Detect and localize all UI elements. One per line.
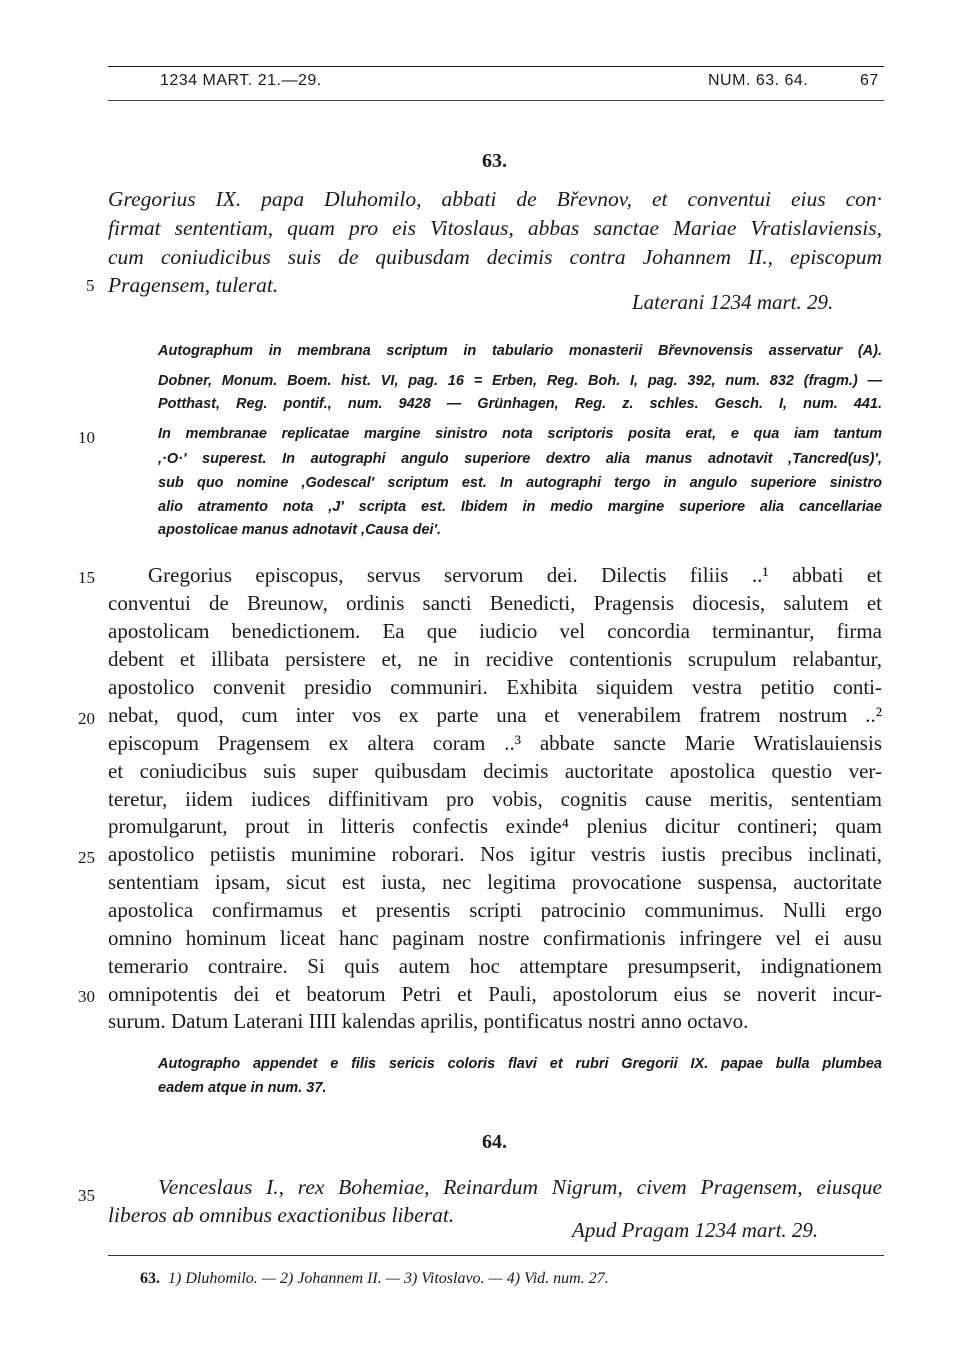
header-rule-top xyxy=(108,66,884,67)
line-number: 30 xyxy=(78,987,95,1006)
text-line: episcopum Pragensem ex altera coram ..³ abbate sancte Marie Wratislauiensis xyxy=(108,731,882,755)
text-line: apostolico convenit presidio communiri. Exhibita siquidem vestra petitio conti- xyxy=(108,675,882,699)
regest-line: firmat sententiam, quam pro eis Vitoslaus, abbas sanctae Mariae Vratislaviensis, xyxy=(108,216,882,240)
apparatus-line: alio atramento nota ,J' scripta est. Ibidem in medio margine superiore alia cancellariae xyxy=(158,499,882,515)
line-number: 25 xyxy=(78,848,95,867)
regest-line: Venceslaus I., rex Bohemiae, Reinardum Nigrum, civem Pragensem, eiusque xyxy=(158,1175,882,1199)
running-head-left: 1234 MART. 21.—29. xyxy=(160,72,322,89)
regest-line: Pragensem, tulerat. xyxy=(108,273,279,297)
regest-line: cum coniudicibus suis de quibusdam decimis contra Johannem II., episcopum xyxy=(108,245,882,269)
footnote-label: 63. xyxy=(140,1270,160,1287)
running-head-center: NUM. 63. 64. xyxy=(708,72,809,89)
text-line: conventui de Breunow, ordinis sancti Benedicti, Pragensis diocesis, salutem et xyxy=(108,591,882,615)
text-line: Gregorius episcopus, servus servorum dei. Dilectis filiis ..¹ abbati et xyxy=(148,563,882,587)
footnote-text: 1) Dluhomilo. — 2) Johannem II. — 3) Vitoslavo. — 4) Vid. num. 27. xyxy=(168,1270,609,1287)
footnote-rule xyxy=(108,1255,884,1256)
text-line: nebat, quod, cum inter vos ex parte una et venerabilem fratrem nostrum ..² xyxy=(108,703,882,727)
line-number: 10 xyxy=(78,428,95,447)
apparatus-line: ,·O·' superest. In autographi angulo superiore dextro alia manus adnotavit ,Tancred(us)', xyxy=(158,451,882,467)
apparatus-line: In membranae replicatae margine sinistro nota scriptoris posita erat, e qua iam tantum xyxy=(158,426,882,442)
document-date-64: Apud Pragam 1234 mart. 29. xyxy=(572,1218,819,1242)
line-number: 35 xyxy=(78,1186,95,1205)
text-line: et coniudicibus suis super quibusdam decimis auctoritate apostolica questio ver- xyxy=(108,759,882,783)
document-number-64: 64. xyxy=(482,1131,507,1153)
text-line: apostolico petiistis munimine roborari. Nos igitur vestris iustis precibus inclinati, xyxy=(108,842,882,866)
text-line: apostolicam benedictionem. Ea que iudicio vel concordia terminantur, firma xyxy=(108,619,882,643)
text-line: debent et illibata persistere et, ne in recidive contentionis scrupulum relabantur, xyxy=(108,647,882,671)
text-line: temerario contraire. Si quis autem hoc attemptare presumpserit, indignationem xyxy=(108,954,882,978)
text-line: promulgarunt, prout in litteris confectis exinde⁴ plenius dicitur contineri; quam xyxy=(108,814,882,838)
document-number-63: 63. xyxy=(482,150,507,172)
regest-line: liberos ab omnibus exactionibus liberat. xyxy=(108,1203,455,1227)
apparatus-line: apostolicae manus adnotavit ,Causa dei'. xyxy=(158,522,442,538)
text-line: apostolica confirmamus et presentis scripti patrocinio communimus. Nulli ergo xyxy=(108,898,882,922)
text-line: surum. Datum Laterani IIII kalendas aprilis, pontificatus nostri anno octavo. xyxy=(108,1009,749,1033)
text-line: sententiam ipsam, sicut est iusta, nec legitima provocatione suspensa, auctoritate xyxy=(108,870,882,894)
header-rule-bottom xyxy=(108,100,884,101)
document-date-63: Laterani 1234 mart. 29. xyxy=(632,290,834,314)
apparatus-line: Autographum in membrana scriptum in tabulario monasterii Břevnovensis asservatur (A). xyxy=(158,343,882,359)
apparatus-line: sub quo nomine ,Godescal' scriptum est. In autographi tergo in angulo superiore sinistro xyxy=(158,475,882,491)
text-line: omnipotentis dei et beatorum Petri et Pauli, apostolorum eius se noverit incur- xyxy=(108,982,882,1006)
page-number: 67 xyxy=(860,72,879,89)
line-number: 15 xyxy=(78,568,95,587)
apparatus-line: Dobner, Monum. Boem. hist. VI, pag. 16 = Erben, Reg. Boh. I, pag. 392, num. 832 (fragm.) — xyxy=(158,373,882,389)
footnotes xyxy=(140,1270,609,1288)
closing-note-line: Autographo appendet e filis sericis coloris flavi et rubri Gregorii IX. papae bulla plumbea xyxy=(158,1056,882,1072)
text-line: teretur, iidem iudices diffinitivam pro vobis, cognitis cause meritis, sententiam xyxy=(108,787,882,811)
line-number: 5 xyxy=(86,276,95,295)
apparatus-line: Potthast, Reg. pontif., num. 9428 — Grünhagen, Reg. z. schles. Gesch. I, num. 441. xyxy=(158,396,882,412)
line-number: 20 xyxy=(78,709,95,728)
regest-line: Gregorius IX. papa Dluhomilo, abbati de Břevnov, et conventui eius con· xyxy=(108,187,882,211)
text-line: omnino hominum liceat hanc paginam nostre confirmationis infringere vel ei ausu xyxy=(108,926,882,950)
closing-note-line: eadem atque in num. 37. xyxy=(158,1080,327,1096)
